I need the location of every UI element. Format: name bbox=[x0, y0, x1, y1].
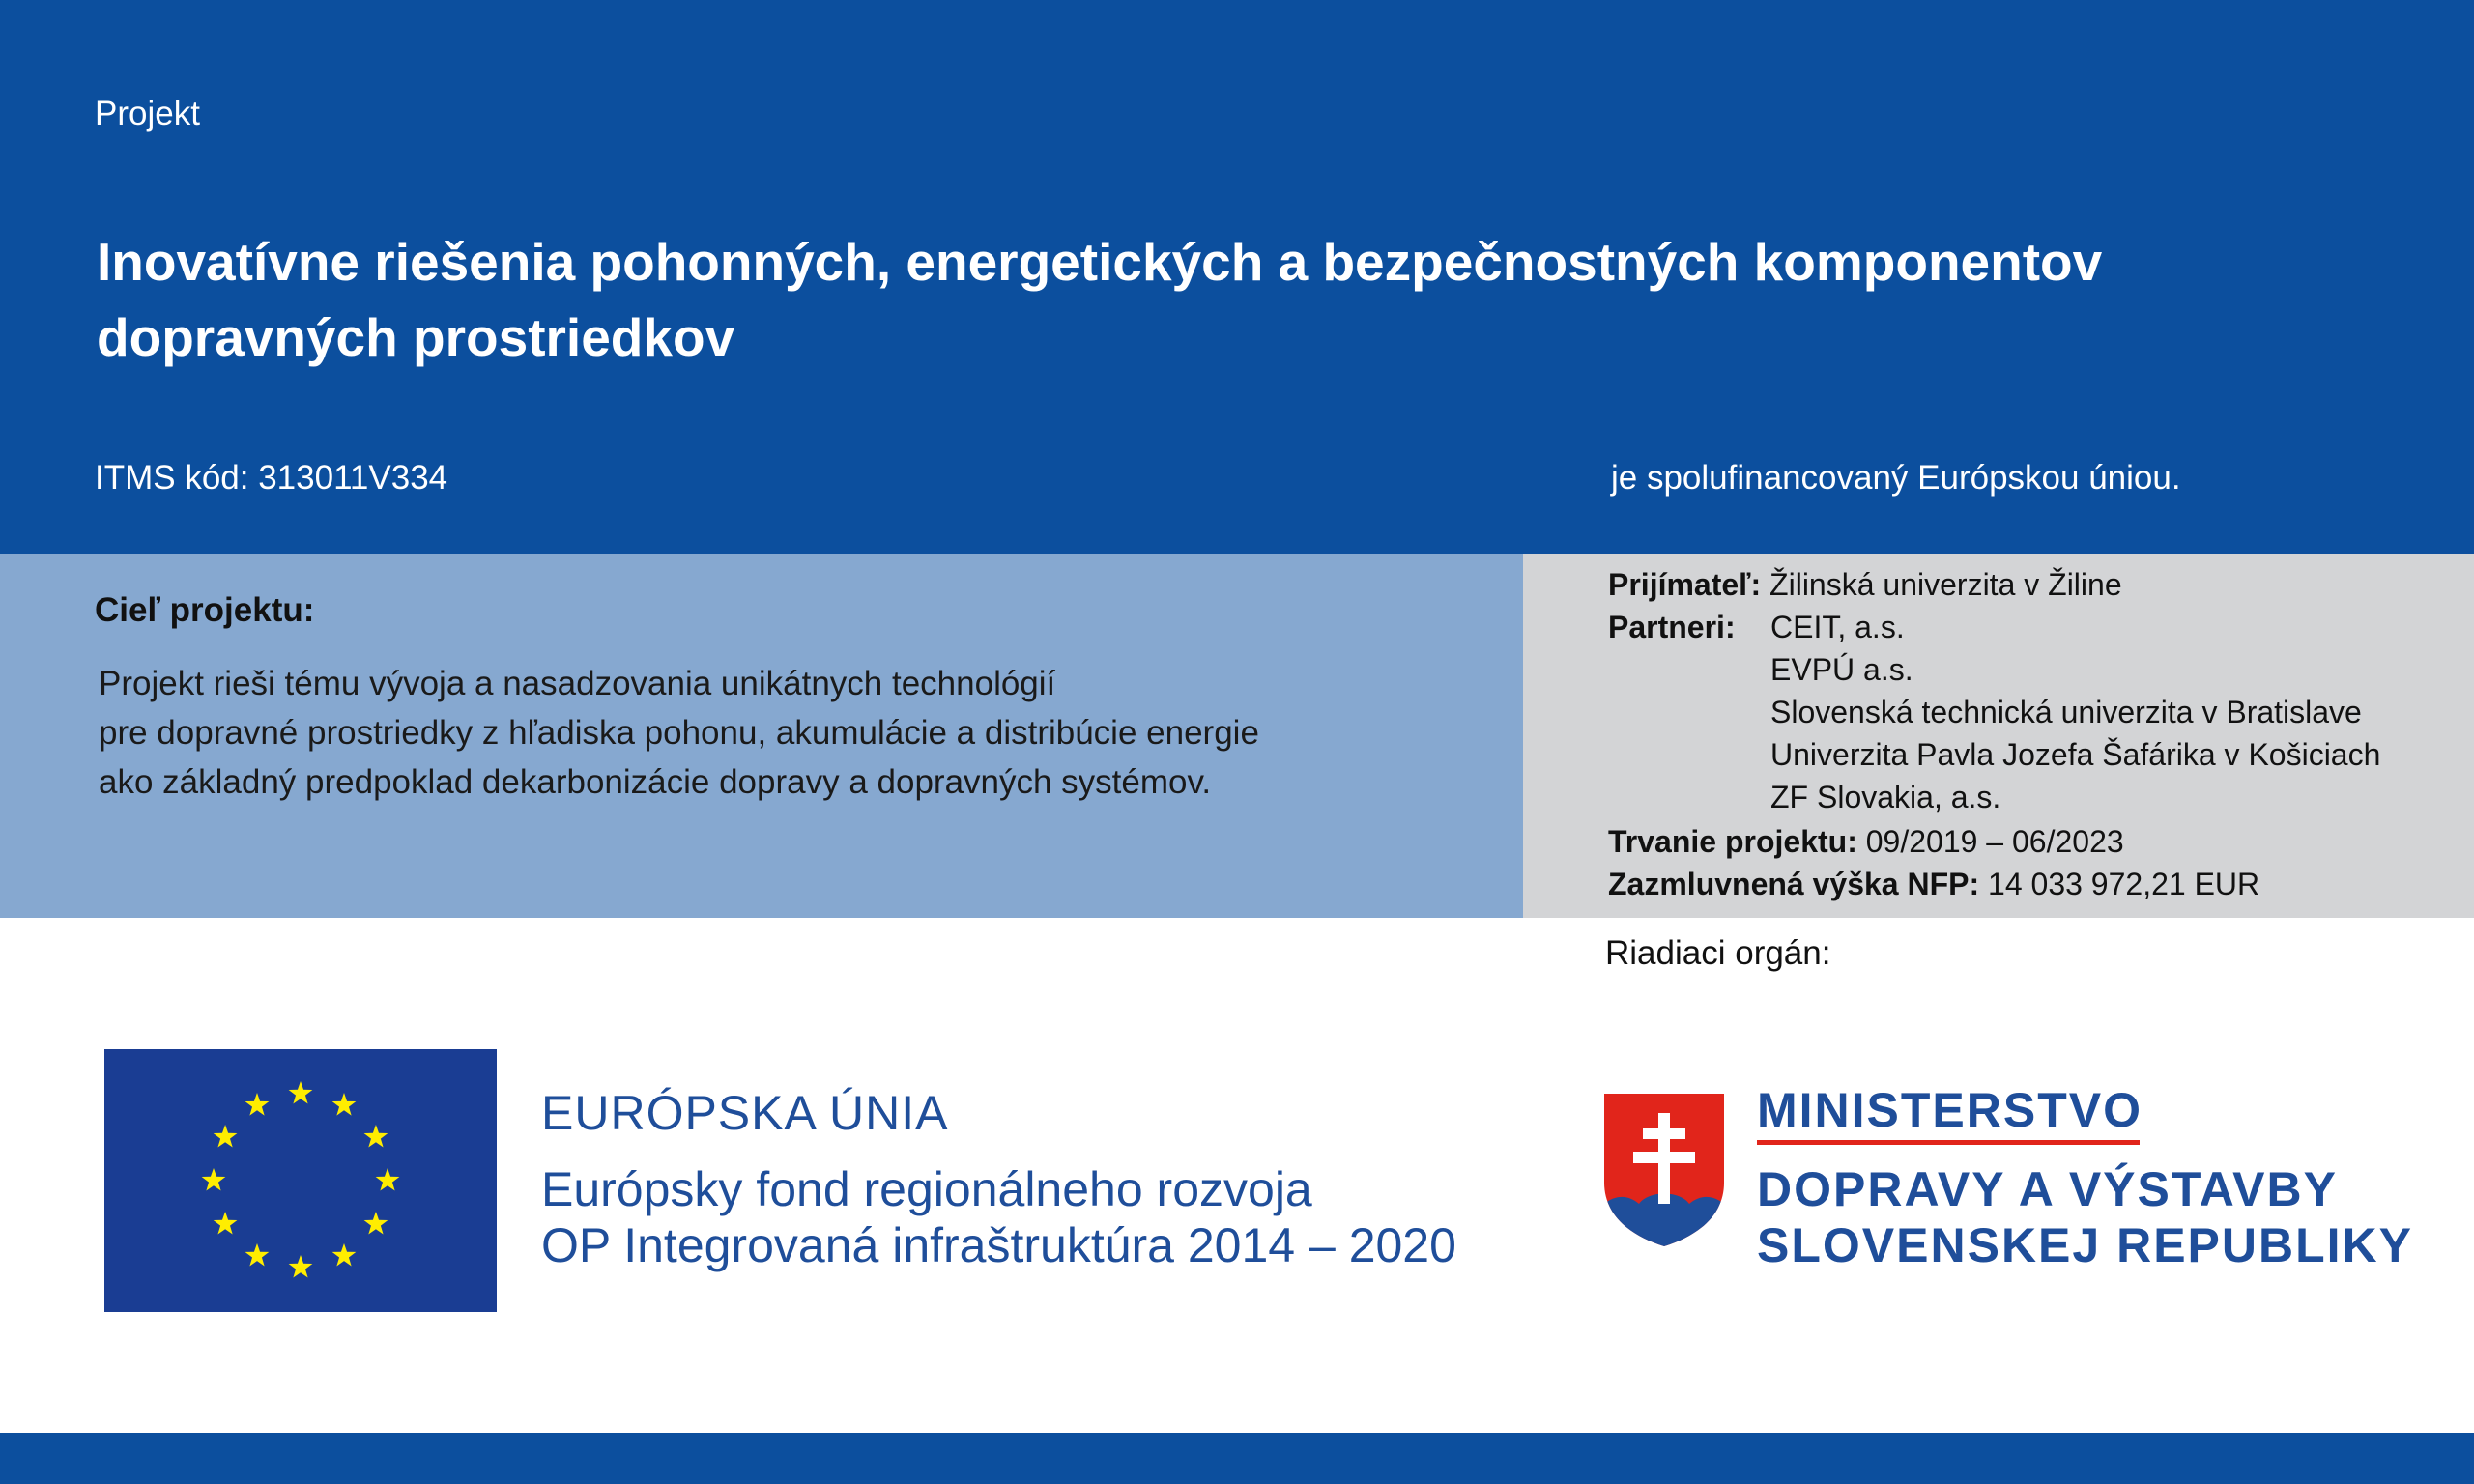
itms-code: ITMS kód: 313011V334 bbox=[95, 459, 448, 497]
amount-row bbox=[1608, 863, 2259, 905]
footer-band bbox=[0, 1433, 2474, 1484]
partner-item: Slovenská technická univerzita v Bratislave bbox=[1770, 695, 2362, 729]
amount-label: Zazmluvnená výška NFP: bbox=[1608, 867, 1980, 901]
eu-programme-name: OP Integrovaná infraštruktúra 2014 – 2020 bbox=[541, 1218, 1456, 1272]
cofinanced-note: je spolufinancovaný Európskou úniou. bbox=[1611, 459, 2181, 497]
goal-line: pre dopravné prostriedky z hľadiska pohonu, akumulácie a distribúcie energie bbox=[99, 714, 1259, 752]
ministry-name-line-2: DOPRAVY A VÝSTAVBY bbox=[1757, 1162, 2338, 1216]
slovak-coat-of-arms-icon bbox=[1604, 1094, 1724, 1246]
project-title-line-1: Inovatívne riešenia pohonných, energetických a bezpečnostných komponentov bbox=[97, 232, 2103, 292]
partners-label-row bbox=[1608, 606, 1736, 648]
recipient-label: Prijímateľ: bbox=[1608, 567, 1762, 602]
recipient-row bbox=[1608, 563, 2122, 606]
goal-line: Projekt rieši tému vývoja a nasadzovania unikátnych technológií bbox=[99, 665, 1056, 702]
partner-item: EVPÚ a.s. bbox=[1770, 652, 1913, 687]
managing-authority-label: Riadiaci orgán: bbox=[1605, 934, 1831, 972]
project-title bbox=[97, 224, 2319, 375]
eu-name: EURÓPSKA ÚNIA bbox=[541, 1086, 949, 1140]
project-eyebrow: Projekt bbox=[95, 95, 200, 132]
partner-item: CEIT, a.s. bbox=[1770, 610, 1905, 644]
partner-item: ZF Slovakia, a.s. bbox=[1770, 780, 2001, 814]
ministry-name-line-1: MINISTERSTVO bbox=[1757, 1083, 2143, 1137]
duration-value: 09/2019 – 06/2023 bbox=[1865, 824, 2124, 859]
recipient-value: Žilinská univerzita v Žiline bbox=[1769, 567, 2122, 602]
ministry-red-rule bbox=[1757, 1140, 2140, 1145]
project-title-line-2: dopravných prostriedkov bbox=[97, 307, 735, 367]
eu-fund-name: Európsky fond regionálneho rozvoja bbox=[541, 1162, 1312, 1216]
goal-line: ako základný predpoklad dekarbonizácie dopravy a dopravných systémov. bbox=[99, 763, 1212, 801]
eu-flag-icon bbox=[104, 1049, 497, 1312]
project-goal-heading: Cieľ projektu: bbox=[95, 591, 315, 629]
amount-value: 14 033 972,21 EUR bbox=[1988, 867, 2260, 901]
partners-label: Partneri: bbox=[1608, 610, 1736, 644]
project-goal-text bbox=[99, 659, 1259, 807]
partner-item: Univerzita Pavla Jozefa Šafárika v Košiciach bbox=[1770, 737, 2381, 772]
duration-row bbox=[1608, 820, 2124, 863]
ministry-name-line-3: SLOVENSKEJ REPUBLIKY bbox=[1757, 1218, 2414, 1272]
duration-label: Trvanie projektu: bbox=[1608, 824, 1857, 859]
